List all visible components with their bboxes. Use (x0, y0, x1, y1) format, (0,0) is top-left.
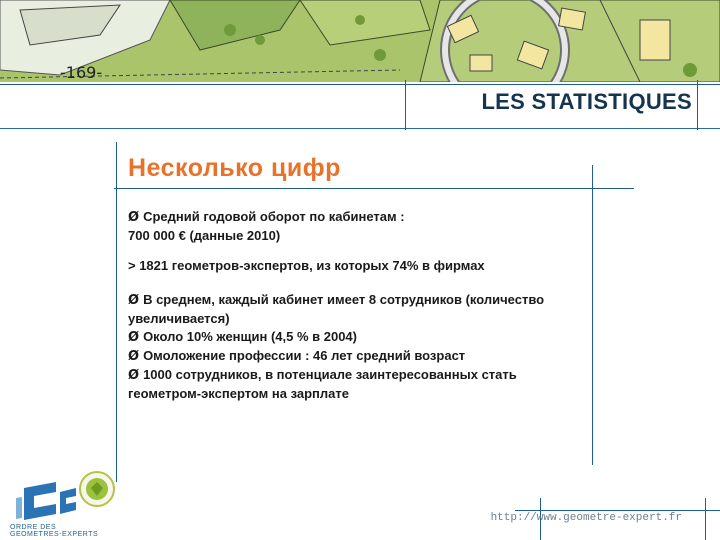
ordre-logo (16, 478, 80, 528)
stat-staff-line1: В среднем, каждый кабинет имеет 8 сотрудников (количество (143, 292, 545, 307)
logo-caption (10, 524, 98, 538)
stat-employees-line1: 1000 сотрудников, в потенциале заинтересованных стать (143, 367, 517, 382)
stat-staff-line2: увеличивается) (128, 311, 230, 326)
stat-surveyors: > 1821 геометров-экспертов, из которых 74% в фирмах (128, 258, 485, 273)
heading-rule (114, 188, 634, 189)
title-divider-right (697, 80, 698, 130)
green-seal-logo (78, 470, 116, 508)
website-link[interactable]: http://www.geometre-expert.fr (490, 512, 682, 524)
bullet-arrow-icon: Ø (128, 293, 140, 308)
footer-divider-right (705, 498, 706, 540)
stat-employees-line2: геометром-экспертом на зарплате (128, 386, 349, 401)
top-rule (0, 84, 720, 85)
logo-caption-line1: ORDRE DES (10, 524, 57, 531)
section-heading: Несколько цифр (128, 154, 341, 182)
header-rule (0, 128, 720, 129)
bullet-arrow-icon: Ø (128, 349, 140, 364)
stat-turnover-line2: 700 000 € (данные 2010) (128, 228, 281, 243)
stat-women: Около 10% женщин (4,5 % в 2004) (143, 329, 357, 344)
stat-age: Омоложение профессии : 46 лет средний возраст (143, 348, 466, 363)
bullet-arrow-icon: Ø (128, 210, 140, 225)
content-left-border (116, 142, 117, 482)
map-lot-label: -169- (60, 63, 103, 82)
page-title: LES STATISTIQUES (481, 89, 692, 114)
stat-turnover-line1: Средний годовой оборот по кабинетам : (143, 209, 405, 224)
map-banner (0, 0, 720, 82)
bullet-arrow-icon: Ø (128, 330, 140, 345)
title-divider (405, 80, 406, 130)
stat-staff (128, 291, 598, 403)
logo-caption-line2: GEOMETRES-EXPERTS (10, 531, 99, 538)
stat-turnover (128, 208, 598, 245)
map-illustration (0, 0, 720, 82)
footer-rule (515, 510, 720, 511)
bullet-arrow-icon: Ø (128, 368, 140, 383)
